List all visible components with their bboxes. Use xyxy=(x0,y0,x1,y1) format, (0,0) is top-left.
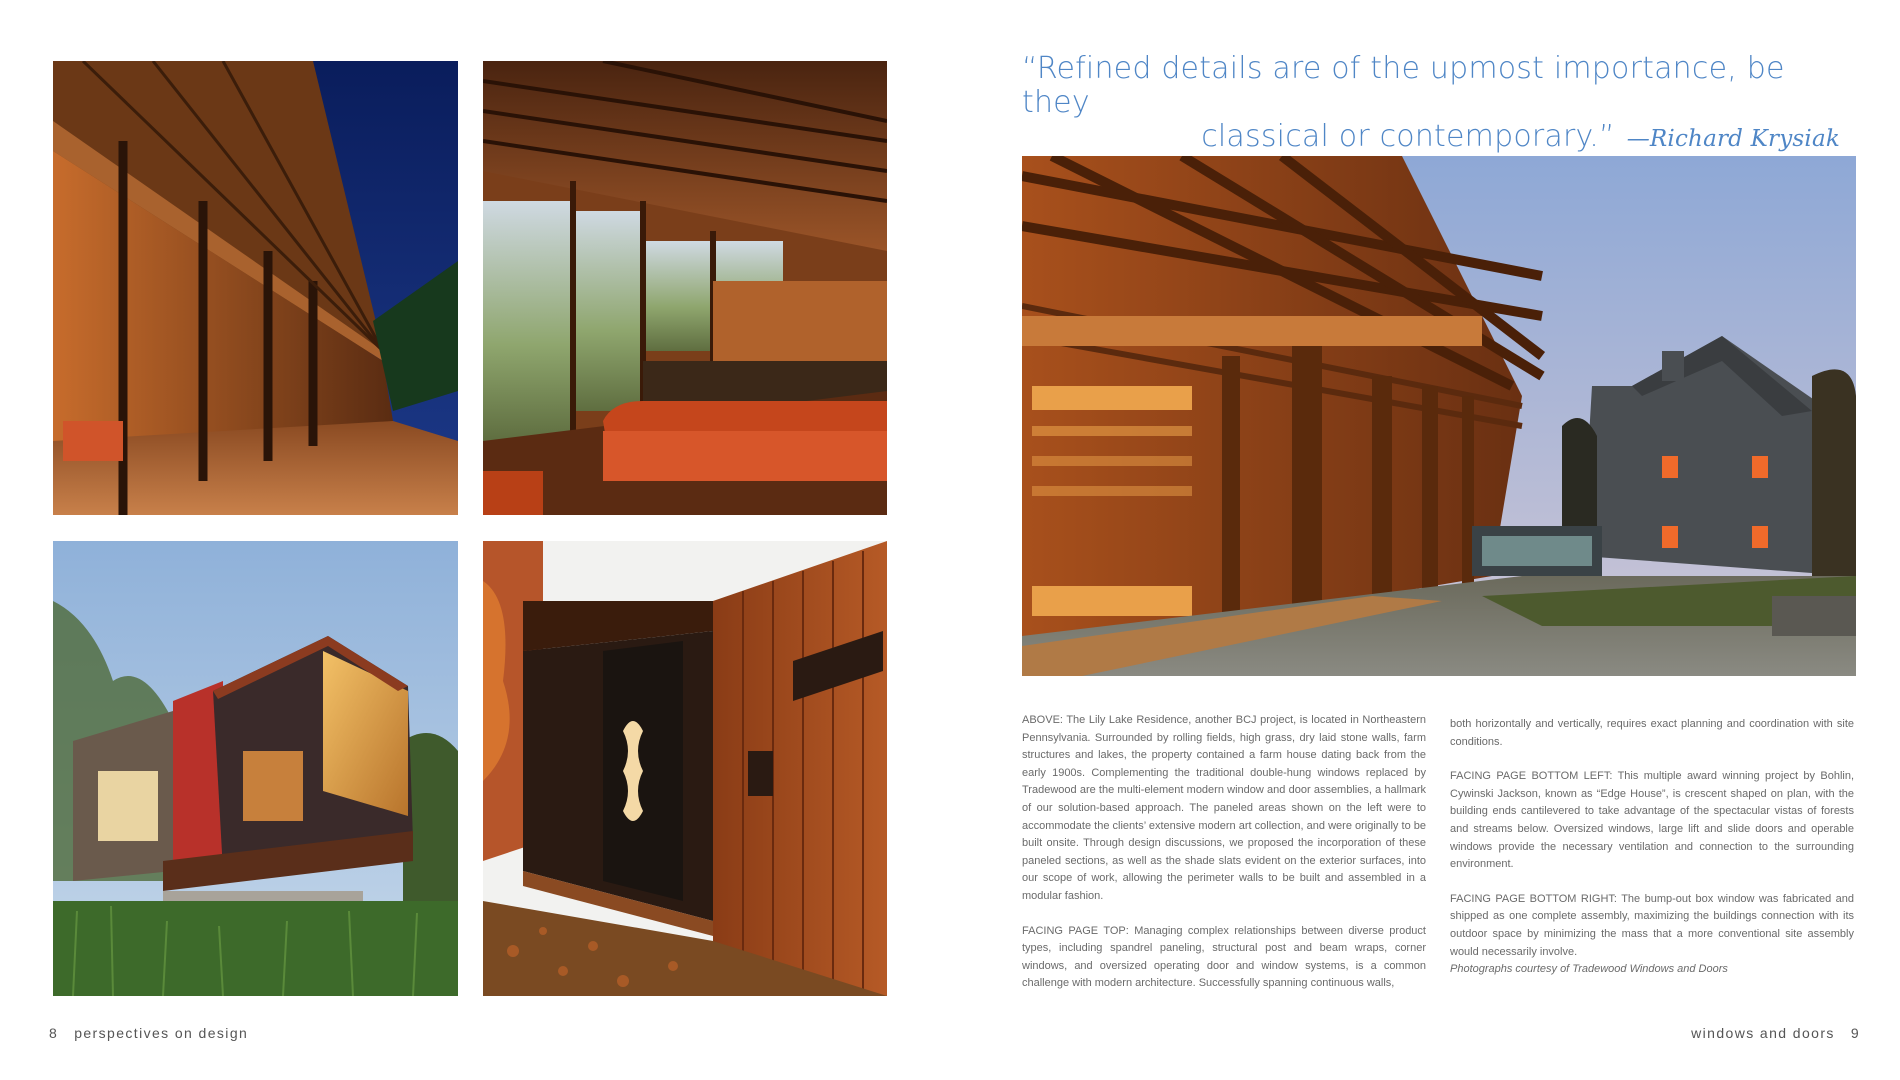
footer-right xyxy=(1691,1025,1860,1041)
running-title-right: windows and doors xyxy=(1691,1025,1835,1041)
pull-quote xyxy=(1022,52,1842,156)
photo-porch-dusk xyxy=(53,61,458,515)
running-title-left: perspectives on design xyxy=(74,1025,249,1041)
caption-paragraph: FACING PAGE TOP: Managing complex relationships between diverse product types, including spandrel paneling, structural post and beam wraps, corner windows, and oversized operating door and window systems, is a common challenge with modern architecture. Successfully spanning continuous walls, xyxy=(1022,924,1426,990)
caption-paragraph: FACING PAGE BOTTOM RIGHT: The bump-out box window was fabricated and shipped as one complete assembly, maximizing the buildings connection with its outdoor space by minimizing the mass that a more conventional site assembly would necessarily involve. xyxy=(1450,892,1854,958)
photo-edge-house xyxy=(53,541,458,996)
caption-paragraph: ABOVE: The Lily Lake Residence, another BCJ project, is located in Northeastern Pennsylvania. Surrounded by rolling fields, high grass, dry laid stone walls, farm structures and lakes, the property contained a farm house dating back from the early 1900s. Complementing the traditional double-hung windows replaced by Tradewood are the multi-element modern window and door assemblies, a hallmark of our solution-based approach. The paneled areas shown on the left were to accommodate the clients’ extensive modern art collection, and were originally to be built onsite. Through design discussions, we proposed the incorporation of these paneled sections, as well as the shade slats evident on the exterior surfaces, into our scope of work, allowing the perimeter walls to be built and assembled in a modular fashion. xyxy=(1022,714,1426,902)
caption-paragraph: FACING PAGE BOTTOM LEFT: This multiple award winning project by Bohlin, Cywinski Jackson, known as “Edge House”, is crescent shaped on plan, with the building ends cantilevered to take advantage of the spectacular vistas of forests and streams below. Oversized windows, large lift and slide doors and operable windows provide the necessary ventilation and connection to the surrounding environment. xyxy=(1450,770,1854,871)
pull-quote-attribution: —Richard Krysiak xyxy=(1626,126,1840,152)
page-number-left: 8 xyxy=(49,1025,59,1041)
caption-column-left xyxy=(1022,712,1426,1010)
pull-quote-line-2-text: classical or contemporary.” xyxy=(1201,119,1615,154)
footer-left xyxy=(49,1025,248,1041)
page-number-right: 9 xyxy=(1850,1025,1860,1041)
caption-column-right xyxy=(1450,716,1854,979)
photo-lily-lake-residence xyxy=(1022,156,1856,676)
pull-quote-line-2 xyxy=(1022,120,1842,156)
pull-quote-line-1: “Refined details are of the upmost importance, be they xyxy=(1022,51,1785,120)
caption-paragraph: both horizontally and vertically, requires exact planning and coordination with site conditions. xyxy=(1450,718,1854,748)
photo-credit: Photographs courtesy of Tradewood Windows and Doors xyxy=(1450,963,1728,976)
photo-box-window xyxy=(483,541,887,996)
photo-living-room xyxy=(483,61,887,515)
